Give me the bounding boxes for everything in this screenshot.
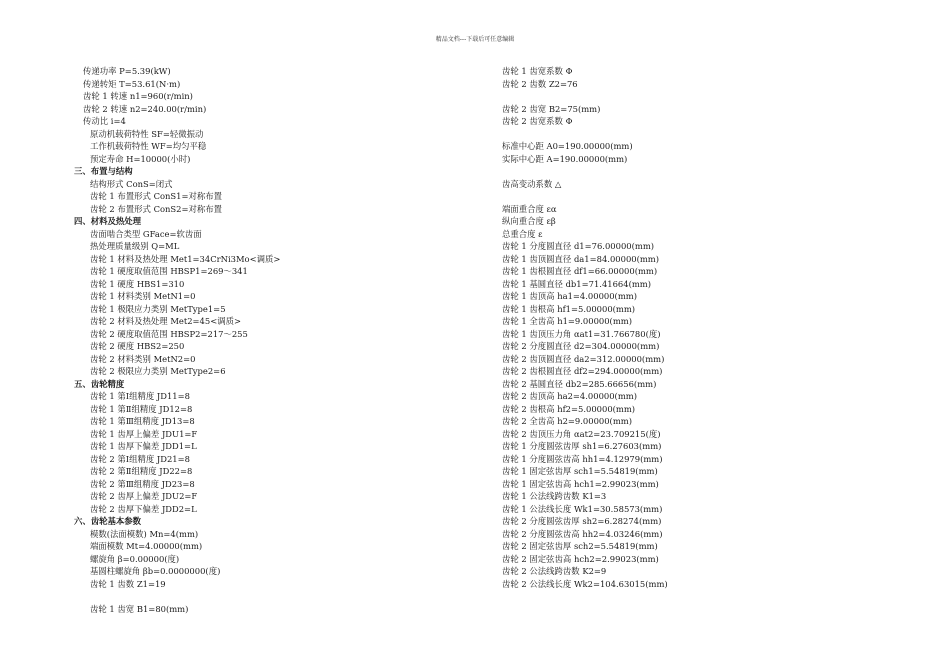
param-line: 齿轮 1 第Ⅲ组精度 JD13=8 [90, 416, 195, 426]
param-line: 实际中心距 A=190.00000(mm) [502, 153, 628, 164]
param-line: 齿轮 1 硬度取值范围 HBSP1=269～341 [90, 266, 248, 276]
section-heading: 三、布置与结构 [74, 166, 133, 176]
param-line: 齿轮 2 齿顶高 ha2=4.00000(mm) [502, 391, 637, 401]
param-line: 标准中心距 A0=190.00000(mm) [502, 141, 633, 151]
param-line: 齿面啮合类型 GFace=软齿面 [90, 228, 202, 239]
param-line: 齿轮 1 固定弦齿高 hch1=2.99023(mm) [502, 478, 659, 489]
left-column [74, 65, 474, 615]
param-line: 齿轮 1 基圆直径 db1=71.41664(mm) [502, 278, 652, 289]
param-line: 齿轮 1 齿根高 hf1=5.00000(mm) [502, 303, 636, 314]
param-line: 齿轮 2 第Ⅰ组精度 JD21=8 [90, 453, 190, 464]
section-heading: 六、齿轮基本参数 [74, 516, 141, 526]
param-line: 齿轮 1 齿顶高 ha1=4.00000(mm) [502, 291, 637, 301]
param-line: 齿轮 1 齿数 Z1=19 [90, 578, 166, 589]
param-line: 齿轮 1 齿宽系数 Φ [502, 66, 573, 76]
param-line: 齿轮 1 第Ⅰ组精度 JD11=8 [90, 391, 190, 401]
page-header: 精品文档---下载后可任意编辑 [435, 36, 515, 43]
param-line: 工作机载荷特性 WF=均匀平稳 [90, 141, 207, 151]
param-line: 齿轮 1 硬度 HBS1=310 [90, 278, 185, 289]
param-line: 齿轮 2 齿厚上偏差 JDU2=F [90, 491, 198, 501]
param-line: 齿轮 1 材料类别 MetN1=0 [90, 291, 196, 301]
param-line: 基圆柱螺旋角 βb=0.0000000(度) [90, 566, 221, 576]
param-line: 齿轮 1 全齿高 h1=9.00000(mm) [502, 316, 632, 326]
param-line [502, 190, 902, 203]
param-line: 齿轮 2 公法线跨齿数 K2=9 [502, 566, 607, 576]
param-line: 齿轮 2 固定弦齿高 hch2=2.99023(mm) [502, 553, 659, 564]
param-line: 齿轮 2 齿数 Z2=76 [502, 78, 578, 89]
param-line: 齿轮 2 基圆直径 db2=285.66656(mm) [502, 378, 657, 389]
param-line: 齿轮 2 材料及热处理 Met2=45<调质> [90, 316, 241, 326]
param-line: 齿轮 2 极限应力类别 MetType2=6 [90, 366, 226, 376]
param-line: 齿轮 1 齿厚上偏差 JDU1=F [90, 428, 198, 439]
param-line: 齿轮 2 硬度取值范围 HBSP2=217～255 [90, 328, 248, 339]
param-line: 齿轮 1 布置形式 ConS1=对称布置 [90, 191, 222, 201]
param-line: 齿轮 2 齿厚下偏差 JDD2=L [90, 503, 197, 514]
right-column [502, 65, 902, 590]
param-line: 齿轮 1 齿厚下偏差 JDD1=L [90, 441, 197, 451]
param-line: 齿轮 2 布置形式 ConS2=对称布置 [90, 203, 222, 214]
param-line: 齿高变动系数 △ [502, 178, 562, 189]
param-line: 预定寿命 H=10000(小时) [90, 153, 191, 164]
param-line [502, 165, 902, 178]
param-line: 齿轮 1 材料及热处理 Met1=34CrNi3Mo<调质> [90, 253, 281, 264]
param-line: 螺旋角 β=0.00000(度) [90, 553, 180, 564]
param-line: 齿轮 2 固定弦齿厚 sch2=5.54819(mm) [502, 541, 658, 551]
param-line: 齿轮 2 第Ⅱ组精度 JD22=8 [90, 466, 193, 476]
param-line: 结构形式 ConS=闭式 [90, 178, 173, 189]
param-line: 齿轮 1 公法线跨齿数 K1=3 [502, 491, 607, 501]
param-line: 齿轮 2 公法线长度 Wk2=104.63015(mm) [502, 578, 668, 589]
param-line: 齿轮 2 齿顶圆直径 da2=312.00000(mm) [502, 353, 665, 364]
section-heading: 四、材料及热处理 [74, 216, 141, 226]
param-line: 齿轮 1 极限应力类别 MetType1=5 [90, 303, 226, 314]
param-line: 端面模数 Mt=4.00000(mm) [90, 541, 203, 551]
param-line: 齿轮 2 分度圆弦齿高 hh2=4.03246(mm) [502, 528, 663, 539]
param-line: 热处理质量级别 Q=ML [90, 241, 180, 251]
param-line: 原动机载荷特性 SF=轻微振动 [90, 128, 204, 139]
param-line: 齿轮 1 第Ⅱ组精度 JD12=8 [90, 403, 193, 414]
param-line: 模数(法面模数) Mn=4(mm) [90, 528, 199, 539]
param-line: 齿轮 1 分度圆弦齿厚 sh1=6.27603(mm) [502, 441, 662, 451]
param-line: 齿轮 2 齿宽系数 Φ [502, 116, 573, 126]
param-line: 齿轮 1 分度圆弦齿高 hh1=4.12979(mm) [502, 453, 663, 464]
param-line: 齿轮 2 齿宽 B2=75(mm) [502, 103, 601, 114]
param-line [502, 128, 902, 141]
param-line: 齿轮 2 齿顶压力角 αat2=23.709215(度) [502, 428, 661, 439]
param-line [74, 590, 474, 603]
param-line: 齿轮 2 齿根圆直径 df2=294.00000(mm) [502, 366, 663, 376]
param-line: 传递转矩 T=53.61(N·m) [83, 78, 181, 89]
param-line: 总重合度 ε [502, 228, 543, 239]
param-line: 齿轮 2 全齿高 h2=9.00000(mm) [502, 416, 632, 426]
param-line: 齿轮 1 齿顶圆直径 da1=84.00000(mm) [502, 253, 660, 264]
param-line: 纵向重合度 εβ [502, 216, 556, 226]
param-line [502, 90, 902, 103]
param-line: 齿轮 2 齿根高 hf2=5.00000(mm) [502, 403, 636, 414]
param-line: 传动比 i=4 [83, 116, 126, 126]
param-line: 齿轮 1 齿宽 B1=80(mm) [90, 603, 189, 614]
param-line: 端面重合度 εα [502, 203, 557, 214]
param-line: 齿轮 1 齿顶压力角 αat1=31.766780(度) [502, 328, 661, 339]
param-line: 齿轮 1 转速 n1=960(r/min) [83, 91, 193, 101]
section-heading: 五、齿轮精度 [74, 378, 125, 389]
param-line: 齿轮 1 固定弦齿厚 sch1=5.54819(mm) [502, 466, 658, 476]
param-line: 齿轮 2 转速 n2=240.00(r/min) [83, 103, 207, 114]
param-line: 齿轮 2 分度圆弦齿厚 sh2=6.28274(mm) [502, 516, 662, 526]
param-line: 齿轮 1 公法线长度 Wk1=30.58573(mm) [502, 503, 663, 514]
param-line: 齿轮 2 第Ⅲ组精度 JD23=8 [90, 478, 195, 489]
param-line: 齿轮 2 材料类别 MetN2=0 [90, 353, 196, 364]
param-line: 传递功率 P=5.39(kW) [83, 66, 171, 76]
param-line: 齿轮 2 硬度 HBS2=250 [90, 341, 185, 351]
param-line: 齿轮 2 分度圆直径 d2=304.00000(mm) [502, 341, 660, 351]
param-line: 齿轮 1 齿根圆直径 df1=66.00000(mm) [502, 266, 658, 276]
param-line: 齿轮 1 分度圆直径 d1=76.00000(mm) [502, 241, 655, 251]
